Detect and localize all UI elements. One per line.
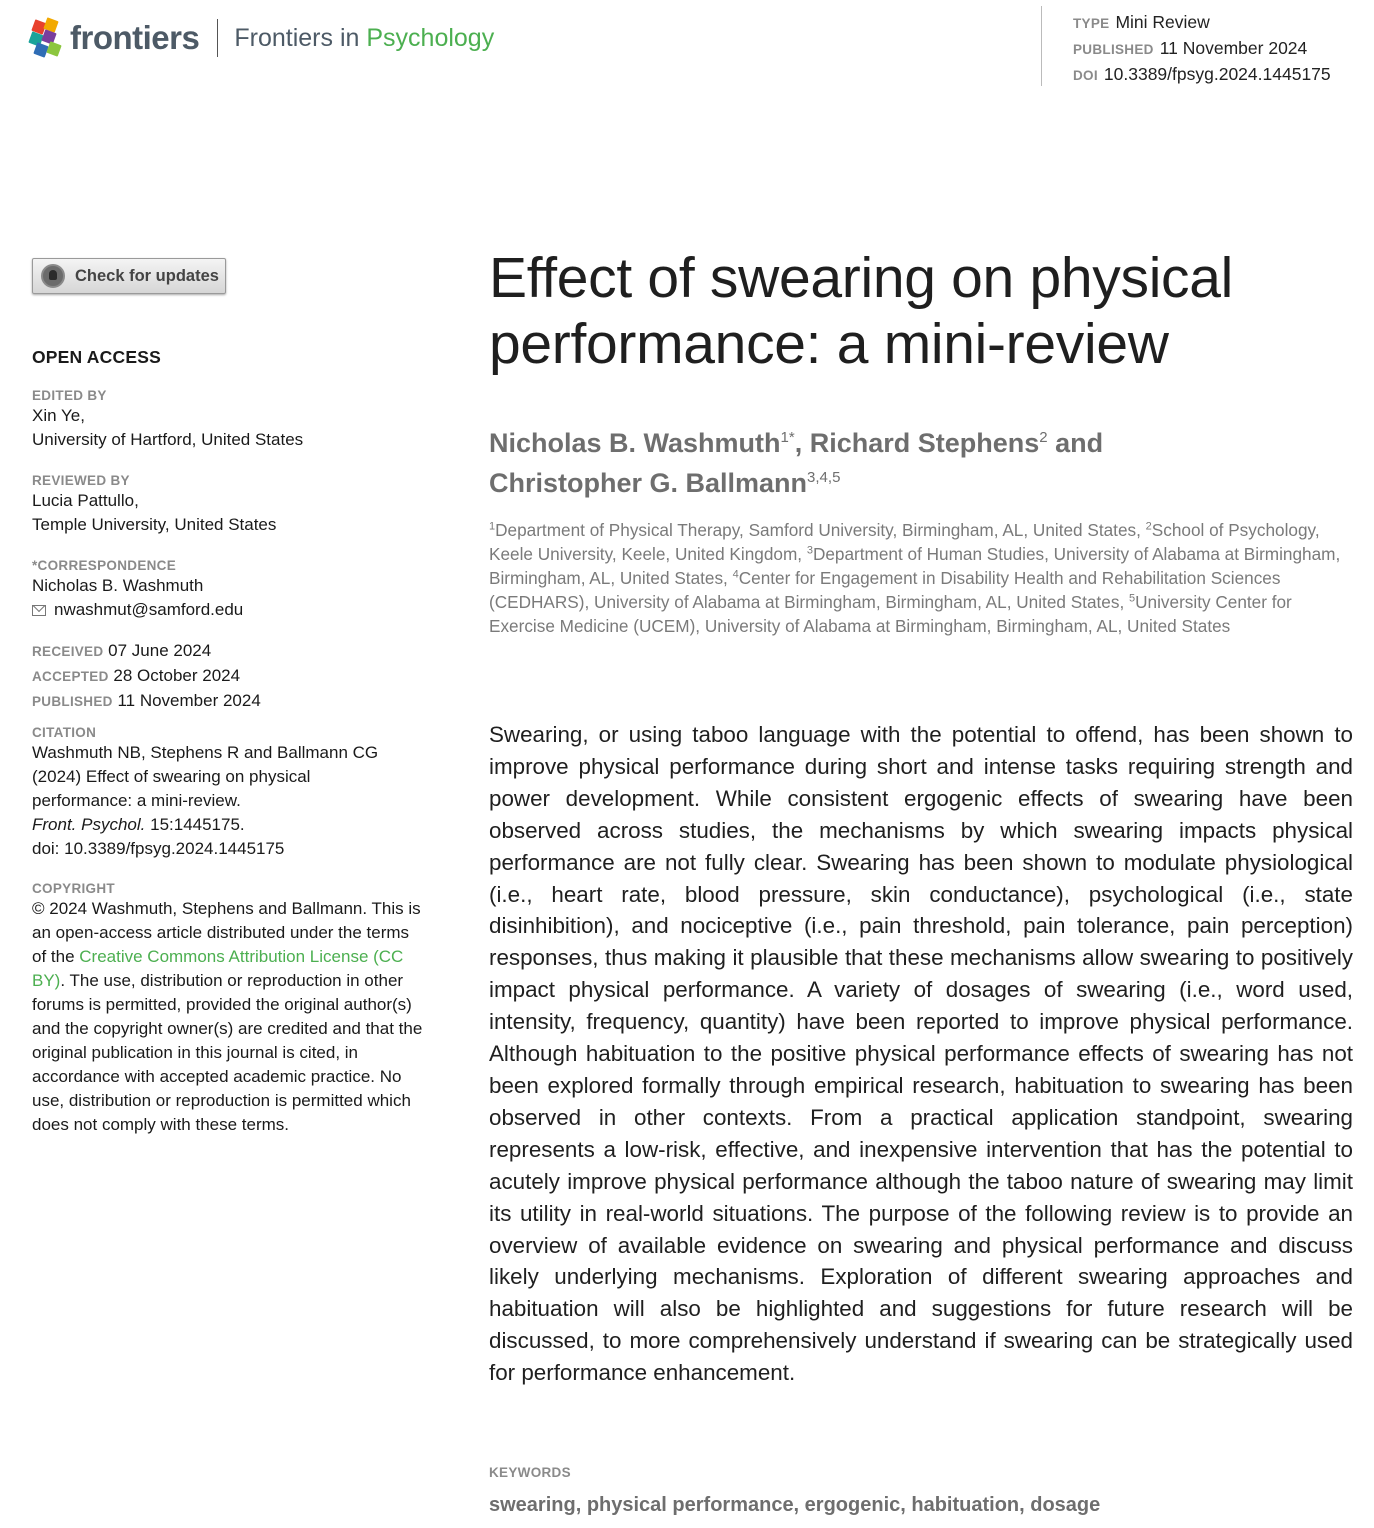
keywords-list: swearing, physical performance, ergogenic, habituation, dosage — [489, 1494, 1101, 1516]
article-title: Effect of swearing on physical performance: a mini-review — [489, 246, 1234, 376]
reviewed-by-section — [32, 473, 432, 537]
keywords-label: KEYWORDS — [489, 1465, 571, 1480]
accepted-label: ACCEPTED — [32, 669, 109, 684]
journal-name: Frontiers in Psychology — [234, 23, 495, 52]
type-label: TYPE — [1073, 16, 1110, 31]
reviewer-affiliation: Temple University, United States — [32, 515, 277, 534]
email-link[interactable]: nwashmut@samford.edu — [54, 600, 244, 619]
meta-divider — [1041, 6, 1042, 86]
check-for-updates-button[interactable] — [32, 258, 226, 294]
dates-section — [32, 639, 432, 714]
reviewed-by-label: REVIEWED BY — [32, 473, 130, 488]
article-meta — [1073, 10, 1331, 88]
published-label: PUBLISHED — [1073, 42, 1154, 57]
open-access-label: OPEN ACCESS — [32, 347, 161, 367]
copyright-section — [32, 881, 432, 1137]
citation-section — [32, 725, 432, 861]
citation-doi[interactable]: doi: 10.3389/fpsyg.2024.1445175 — [32, 839, 285, 858]
citation-line: Washmuth NB, Stephens R and Ballmann CG — [32, 743, 379, 762]
correspondent-name: Nicholas B. Washmuth — [32, 576, 204, 595]
crossmark-icon — [41, 264, 65, 288]
copyright-label: COPYRIGHT — [32, 881, 115, 896]
frontiers-logo-icon — [30, 18, 64, 58]
cc-by-license-link[interactable]: Creative Commons Attribution License (CC BY) — [32, 947, 404, 990]
editor-name: Xin Ye, — [32, 406, 85, 425]
abstract-text: Swearing, or using taboo language with the potential to offend, has been shown to improve physical performance during short and intense tasks requiring strength and power development. While consistent ergogenic effects of swearing have been observed across studies, the mechanisms by which swearing impacts physical performance are not fully clear. Swearing has been shown to modulate physiological (i.e., heart rate, blood pressure, skin conductance), psychological (i.e., state disinhibition), and nociceptive (i.e., pain threshold, pain tolerance, pain perception) responses, thus making it plausible that these mechanisms allow swearing to positively impact physical performance. A variety of dosages of swearing (i.e., word used, intensity, frequency, quantity) have been reported to improve physical performance. Although habituation to the positive physical performance effects of swearing has not been explored formally through empirical research, habituation to swearing has been observed in other contexts. From a practical application standpoint, swearing represents a low-risk, effective, and inexpensive intervention that has the potential to acutely improve physical performance although the taboo nature of swearing may limit its utility in real-world situations. The purpose of the following review is to provide an overview of available evidence on swearing and physical performance and discuss likely underlying mechanisms. Exploration of different swearing approaches and habituation will also be highlighted and suggestions for future research will be discussed, to more comprehensively understand if swearing can be strategically used for performance enhancement. — [489, 722, 1353, 1386]
journal-logo[interactable] — [30, 18, 494, 58]
type-value: Mini Review — [1115, 12, 1210, 32]
author-name: Nicholas B. Washmuth — [489, 428, 781, 458]
citation-line: performance: a mini-review. — [32, 791, 241, 810]
citation-volume: 15:1445175. — [150, 815, 245, 834]
received-date: 07 June 2024 — [108, 641, 212, 660]
doi-value[interactable]: 10.3389/fpsyg.2024.1445175 — [1103, 64, 1331, 84]
citation-label: CITATION — [32, 725, 97, 740]
envelope-icon — [32, 605, 46, 616]
copyright-text: © 2024 Washmuth, Stephens and Ballmann. This is an open-access article distributed under the terms of the Creative Commons Attribution License (CC BY). The use, distribution or reproduction in other forums is permitted, provided the original author(s) and the copyright owner(s) are credited and that the original publication in this journal is cited, in accordance with accepted academic practice. No use, distribution or reproduction is permitted which does not comply with these terms. — [32, 899, 423, 1134]
published-date-side: 11 November 2024 — [117, 691, 261, 710]
accepted-date: 28 October 2024 — [113, 666, 241, 685]
published-label-side: PUBLISHED — [32, 694, 113, 709]
author-list: Nicholas B. Washmuth$^{1*}$, Richard Stephens$^2$ and Christopher G. Ballmann$^{3,4,5}$ — [489, 428, 1104, 498]
edited-by-label: EDITED BY — [32, 388, 107, 403]
doi-label: DOI — [1073, 68, 1098, 83]
logo-divider — [217, 19, 218, 57]
citation-journal: Front. Psychol. — [32, 815, 146, 834]
affiliations: $^1$Department of Physical Therapy, Samford University, Birmingham, AL, United States, $^2$School of Psychology, Keele University, Keele, United Kingdom, $^3$Department of Human Studies, University of Alabama at Birmingham, Birmingham, AL, United States, $^4$Center for Engagement in Disability Health and Rehabilitation Sciences (CEDHARS), University of Alabama at Birmingham, Birmingham, AL, United States, $^5$University Center for Exercise Medicine (UCEM), University of Alabama at Birmingham, Birmingham, AL, United States — [489, 520, 1341, 636]
received-label: RECEIVED — [32, 644, 104, 659]
author-name: , Richard Stephens — [794, 428, 1040, 458]
check-for-updates-label: Check for updates — [75, 266, 219, 285]
citation-line: (2024) Effect of swearing on physical — [32, 767, 311, 786]
reviewer-name: Lucia Pattullo, — [32, 491, 139, 510]
correspondence-section — [32, 558, 432, 622]
editor-affiliation: University of Hartford, United States — [32, 430, 304, 449]
email-row — [32, 598, 432, 622]
author-name: Christopher G. Ballmann — [489, 468, 808, 498]
published-value: 11 November 2024 — [1159, 38, 1308, 58]
edited-by-section — [32, 388, 432, 452]
logo-text: frontiers — [70, 19, 200, 56]
correspondence-label: *CORRESPONDENCE — [32, 558, 177, 573]
